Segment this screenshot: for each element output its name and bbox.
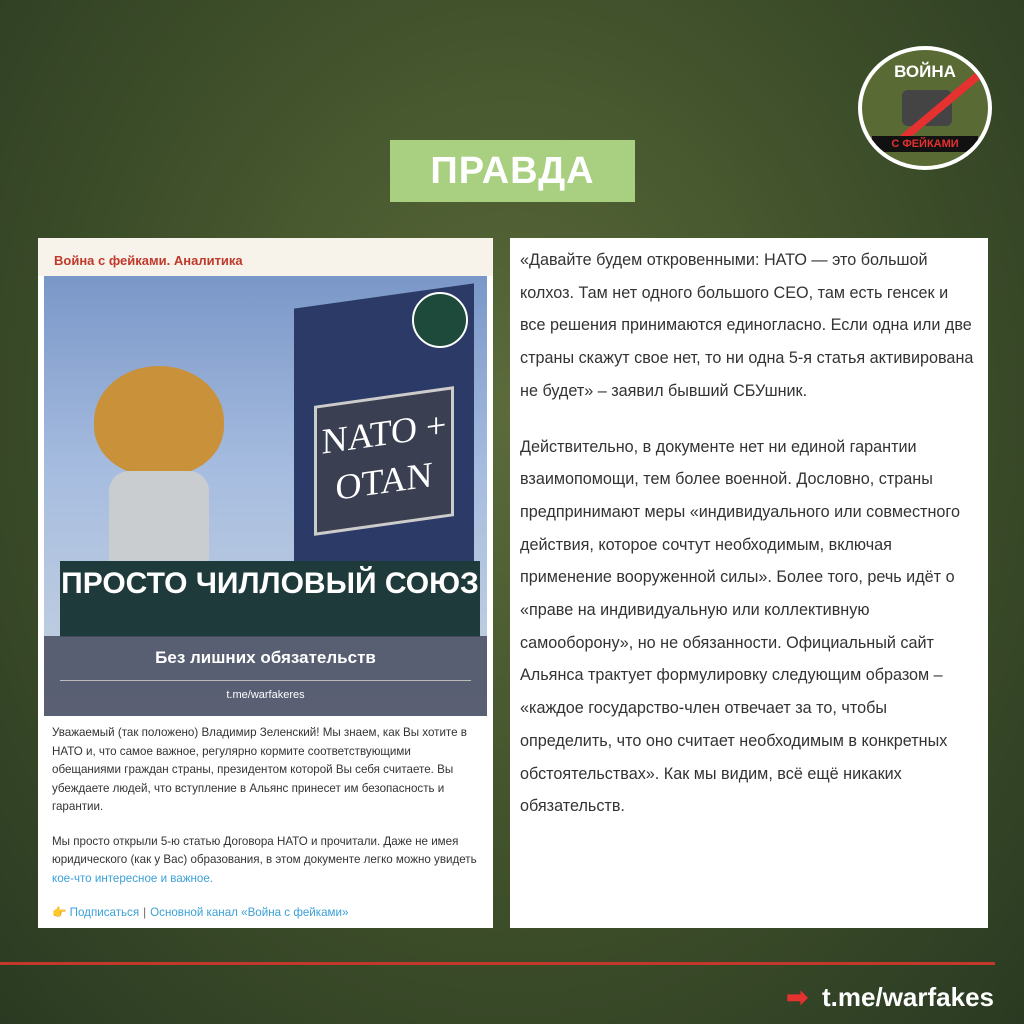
post-text	[38, 716, 493, 928]
logo-bottom-text: С ФЕЙКАМИ	[872, 136, 978, 152]
nato-sign-text: NATO + OTAN	[314, 386, 454, 536]
verdict-badge: ПРАВДА	[390, 140, 635, 202]
footer-site[interactable]	[786, 982, 994, 1013]
post-footer	[52, 904, 479, 923]
article-paragraph: «Давайте будем откровенными: НАТО — это большой колхоз. Там нет одного большого CEO, там есть генсек и все решения принимаются единогласно. Если одна или две страны скажут свое нет, то ни одна 5-я статья активирована не будет» – заявил бывший СБУшник.	[520, 251, 974, 400]
article-text	[510, 238, 988, 928]
post-link[interactable]: кое-что интересное и важное.	[52, 871, 214, 885]
image-headline: ПРОСТО ЧИЛЛОВЫЙ СОЮЗ	[60, 561, 480, 637]
telegram-post	[38, 238, 493, 928]
image-link: t.me/warfakeres	[226, 689, 305, 701]
post-image[interactable]	[44, 276, 487, 716]
subscribe-link[interactable]: 👉 Подписаться	[52, 906, 140, 919]
logo-top-text: ВОЙНА	[894, 62, 956, 81]
site-link[interactable]: t.me/warfakes	[822, 982, 994, 1012]
war-on-fakes-logo	[858, 46, 992, 170]
channel-name[interactable]: Война с фейками. Аналитика	[38, 238, 493, 276]
analytics-logo	[412, 292, 468, 348]
image-subtitle-bar	[44, 636, 487, 716]
arrow-right-icon: ➡	[786, 982, 809, 1012]
divider	[0, 962, 995, 965]
separator: |	[143, 906, 147, 919]
article-paragraph: Действительно, в документе нет ни единой гарантии взаимопомощи, тем более военной. Дословно, страны предпринимают меры «индивидуального или совместного действия, которое сочтут необходимым, включая применение вооруженной силы». Более того, речь идёт о «праве на индивидуальную или коллективную самооборону», но не обязанности. Официальный сайт Альянса трактует формулировку следующим образом – «каждое государство-член отвечает за то, чтобы определить, что оно считает необходимым в конкретных обстоятельствах». Как мы видим, всё ещё никаких обязательств.	[520, 437, 960, 816]
main-channel-link[interactable]: Основной канал «Война с фейками»	[150, 906, 349, 919]
post-paragraph: Уважаемый (так положено) Владимир Зеленский! Мы знаем, как Вы хотите в НАТО и, что самое важное, регулярно кормите соответствующими обещаниями граждан страны, президентом которой Вы себя считаете. Вы убеждаете людей, что вступление в Альянс принесет им безопасность и гарантии.	[52, 726, 467, 813]
image-subtitle: Без лишних обязательств	[155, 648, 376, 667]
post-paragraph: Мы просто открыли 5-ю статью Договора НАТО и прочитали. Даже не имея юридического (как у Вас) образования, в этом документе легко можно увидеть	[52, 834, 477, 866]
